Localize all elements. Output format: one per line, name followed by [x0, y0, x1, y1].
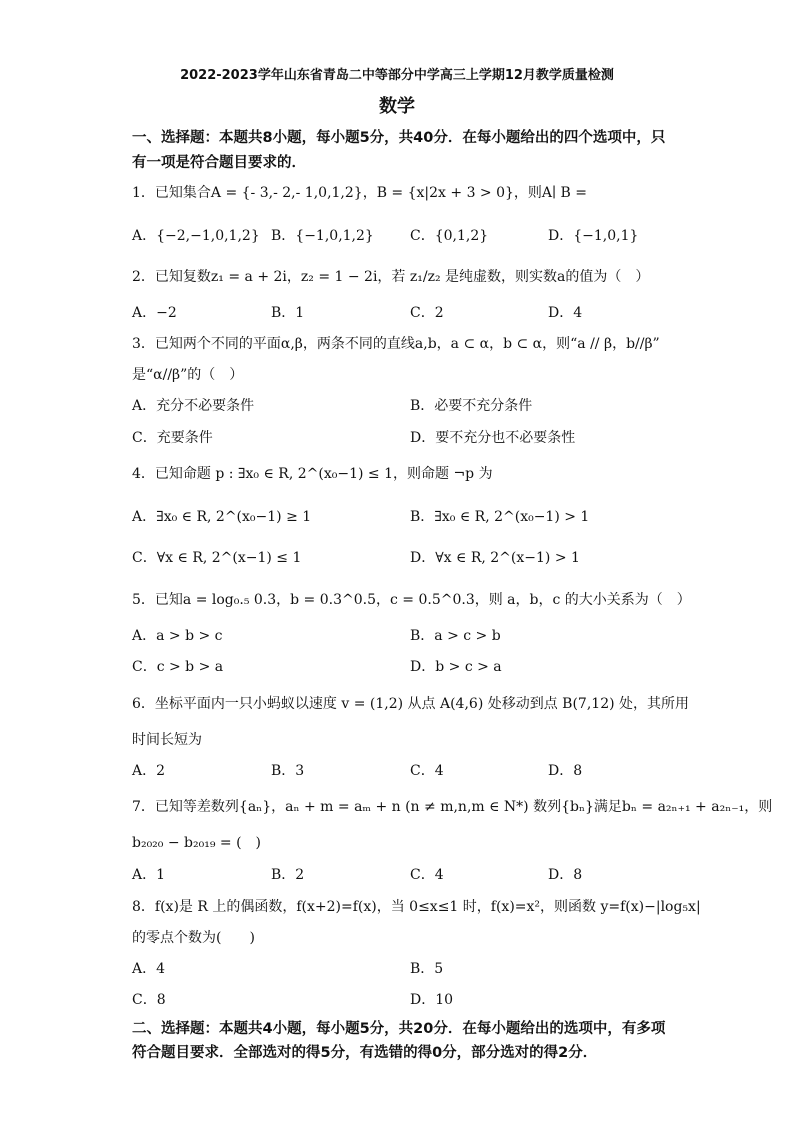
q6-option-a: A．2	[132, 763, 166, 779]
q8-option-a: A．4	[132, 961, 166, 977]
q7-option-b: B．2	[271, 867, 305, 883]
q7-option-a: A．1	[132, 867, 166, 883]
question-4: 4．已知命题 p : ∃x₀ ∈ R, 2^(x₀−1) ≤ 1，则命题 ¬p 为	[132, 466, 493, 482]
q4-option-d: D．∀x ∈ R, 2^(x−1) > 1	[410, 550, 580, 566]
exam-title: 2022-2023学年山东省青岛二中等部分中学高三上学期12月教学质量检测	[180, 68, 614, 83]
q1-option-d: D．{−1,0,1}	[548, 228, 639, 244]
q5-option-a: A．a > b > c	[132, 628, 223, 644]
q7-option-d: D．8	[548, 867, 583, 883]
question-7-line2: b₂₀₂₀ − b₂₀₁₉ = ( )	[132, 835, 262, 851]
q7-option-c: C．4	[410, 867, 444, 883]
section2-heading-line2: 符合题目要求．全部选对的得5分，有选错的得0分，部分选对的得2分．	[132, 1045, 598, 1061]
q5-option-b: B．a > c > b	[410, 628, 501, 644]
question-7-line1: 7．已知等差数列{aₙ}，aₙ + m = aₘ + n (n ≠ m,n,m ∈ N*) 数列{bₙ}满足bₙ = a₂ₙ₊₁ + a₂ₙ₋₁，则	[132, 799, 773, 815]
question-1: 1．已知集合A = {- 3,- 2,- 1,0,1,2}，B = {x|2x + 3 > 0}，则A∣ B =	[132, 185, 588, 201]
q4-option-a: A．∃x₀ ∈ R, 2^(x₀−1) ≥ 1	[132, 509, 312, 525]
question-3-line2: 是“α//β”的（ ）	[132, 367, 244, 383]
subject-title: 数学	[379, 96, 415, 117]
q2-option-c: C．2	[410, 305, 444, 321]
q5-option-c: C．c > b > a	[132, 659, 224, 675]
q3-option-c: C．充要条件	[132, 430, 213, 446]
q1-option-b: B．{−1,0,1,2}	[271, 228, 374, 244]
q2-option-a: A．−2	[132, 305, 177, 321]
q6-option-b: B．3	[271, 763, 305, 779]
q8-option-c: C．8	[132, 992, 166, 1008]
question-8-line2: 的零点个数为( )	[132, 930, 255, 946]
q8-option-b: B．5	[410, 961, 444, 977]
question-6-line1: 6．坐标平面内一只小蚂蚁以速度 v = (1,2) 从点 A(4,6) 处移动到点 B(7,12) 处，其所用	[132, 696, 690, 712]
q5-option-d: D．b > c > a	[410, 659, 502, 675]
question-5: 5．已知a = log₀.₅ 0.3，b = 0.3^0.5，c = 0.5^0.3，则 a，b，c 的大小关系为（ ）	[132, 592, 691, 608]
question-6-line2: 时间长短为	[132, 732, 202, 748]
q2-option-d: D．4	[548, 305, 583, 321]
q4-option-c: C．∀x ∈ R, 2^(x−1) ≤ 1	[132, 550, 302, 566]
q6-option-c: C．4	[410, 763, 444, 779]
question-2: 2．已知复数z₁ = a + 2i，z₂ = 1 − 2i，若 z₁/z₂ 是纯虚数，则实数a的值为（ ）	[132, 269, 650, 285]
q4-option-b: B．∃x₀ ∈ R, 2^(x₀−1) > 1	[410, 509, 590, 525]
section1-heading-line2: 有一项是符合题目要求的．	[132, 155, 306, 171]
q6-option-d: D．8	[548, 763, 583, 779]
q8-option-d: D．10	[410, 992, 454, 1008]
question-8-line1: 8．f(x)是 R 上的偶函数，f(x+2)=f(x)，当 0≤x≤1 时，f(x)=x²，则函数 y=f(x)−|log₅x|	[132, 899, 701, 915]
section1-heading-line1: 一、选择题：本题共8小题，每小题5分，共40分．在每小题给出的四个选项中，只	[132, 130, 666, 146]
q1-option-a: A．{−2,−1,0,1,2}	[132, 228, 260, 244]
q3-option-b: B．必要不充分条件	[410, 398, 533, 414]
question-3-line1: 3．已知两个不同的平面α,β，两条不同的直线a,b，a ⊂ α，b ⊂ α，则“a // β，b//β”	[132, 336, 660, 352]
q3-option-d: D．要不充分也不必要条性	[410, 430, 576, 446]
q2-option-b: B．1	[271, 305, 305, 321]
section2-heading-line1: 二、选择题：本题共4小题，每小题5分，共20分．在每小题给出的选项中，有多项	[132, 1021, 666, 1037]
q3-option-a: A．充分不必要条件	[132, 398, 255, 414]
q1-option-c: C．{0,1,2}	[410, 228, 489, 244]
